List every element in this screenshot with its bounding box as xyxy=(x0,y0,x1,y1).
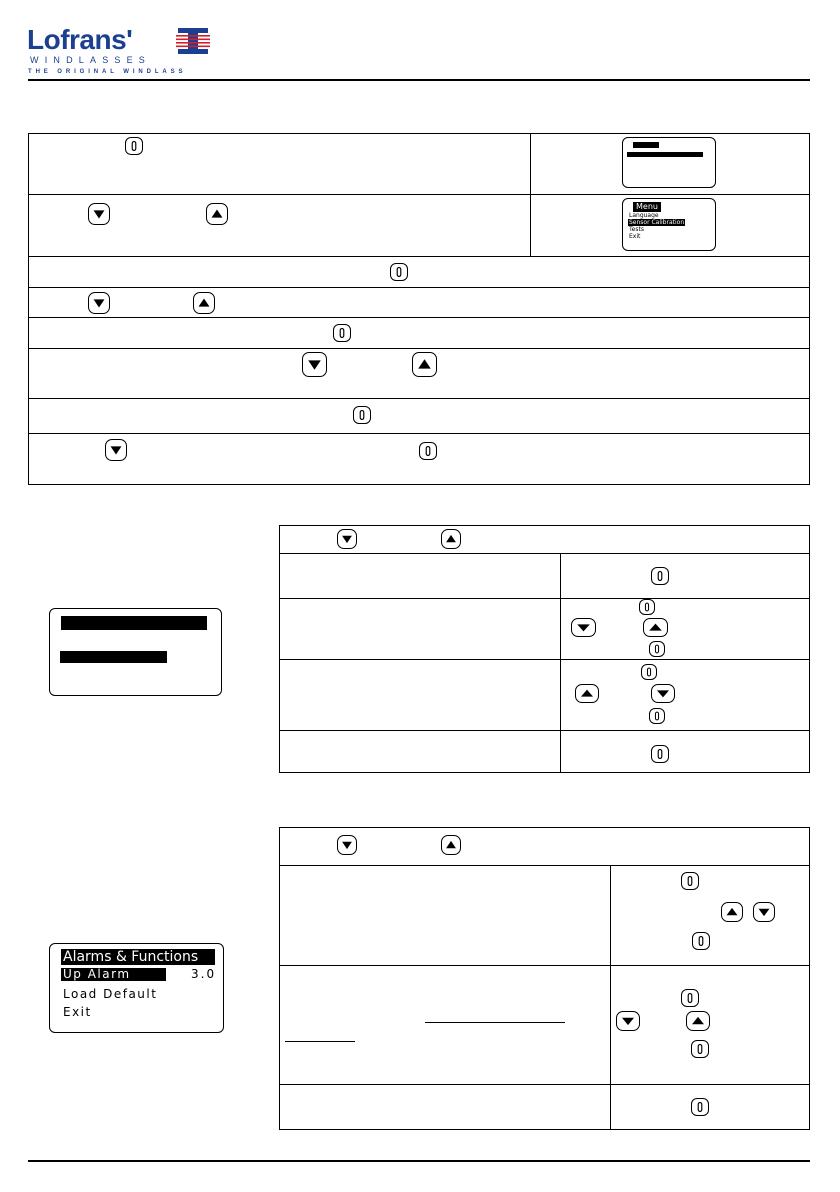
lcd-alarms-row2: Load Default xyxy=(63,987,158,1001)
lcd-alarms-row1-label: Up Alarm xyxy=(61,968,166,981)
column-divider xyxy=(530,133,531,256)
text-underline xyxy=(425,1022,565,1023)
lcd-menu-item: Language xyxy=(629,212,659,219)
column-divider xyxy=(610,865,611,1130)
up-button xyxy=(441,835,461,855)
enter-button xyxy=(125,137,143,155)
up-button xyxy=(575,684,599,703)
text-underline xyxy=(285,1041,355,1042)
row-divider xyxy=(279,659,810,660)
row-divider xyxy=(28,348,810,349)
header-divider xyxy=(28,79,810,81)
lcd-sensor-calibration xyxy=(49,608,222,696)
row-divider xyxy=(279,965,810,966)
brand-name: Lofrans' xyxy=(27,24,133,55)
enter-button xyxy=(692,932,710,950)
row-divider xyxy=(279,865,810,866)
down-button xyxy=(337,835,357,855)
row-divider xyxy=(28,287,810,288)
enter-button xyxy=(651,567,669,585)
lcd-alarms-row3: Exit xyxy=(63,1005,92,1019)
brand-sub: WINDLASSES xyxy=(30,55,152,65)
row-divider xyxy=(28,317,810,318)
up-button xyxy=(643,618,668,637)
down-button xyxy=(753,902,775,922)
up-button xyxy=(193,292,215,314)
enter-button xyxy=(651,745,669,763)
row-divider xyxy=(279,730,810,731)
lcd-alarms-title: Alarms & Functions xyxy=(61,949,215,965)
down-button xyxy=(651,684,675,703)
row-divider xyxy=(28,433,810,434)
enter-button xyxy=(390,263,408,281)
down-button xyxy=(88,292,110,314)
lcd-highlight-bar xyxy=(60,651,167,663)
lcd-highlight-bar xyxy=(61,616,207,630)
lcd-alarms-row1-value: 3.0 xyxy=(191,967,217,981)
row-divider xyxy=(28,398,810,399)
lcd-menu-item: Tests xyxy=(629,226,644,233)
enter-button xyxy=(649,708,665,724)
enter-button xyxy=(681,872,699,890)
enter-button xyxy=(681,989,699,1007)
lcd-menu-title: Menu xyxy=(633,202,661,212)
enter-button xyxy=(691,1098,709,1116)
lcd-menu-item: Exit xyxy=(629,233,641,240)
lcd-mini-blank xyxy=(622,137,716,188)
enter-button xyxy=(641,664,657,680)
enter-button xyxy=(691,1040,709,1058)
down-button xyxy=(337,529,357,549)
down-button xyxy=(302,352,327,377)
column-divider xyxy=(560,553,561,773)
down-button xyxy=(571,618,596,637)
enter-button xyxy=(333,324,351,342)
enter-button xyxy=(639,599,655,615)
enter-button xyxy=(419,442,437,460)
enter-button xyxy=(353,406,371,424)
row-divider xyxy=(279,598,810,599)
row-divider xyxy=(279,1084,810,1085)
down-button xyxy=(105,439,127,461)
brand-tagline: THE ORIGINAL WINDLASS xyxy=(28,69,187,75)
up-button xyxy=(721,902,743,922)
up-button xyxy=(412,352,437,377)
row-divider xyxy=(28,194,810,195)
up-button xyxy=(206,203,228,225)
row-divider xyxy=(279,553,810,554)
table-2-frame xyxy=(279,525,810,773)
down-button xyxy=(88,203,110,225)
row-divider xyxy=(28,256,810,257)
lcd-alarms-functions xyxy=(49,943,224,1033)
windlass-logo-icon xyxy=(176,28,210,54)
lcd-menu-item-selected: Sensor Calibration xyxy=(629,219,685,226)
up-button xyxy=(686,1011,710,1031)
footer-divider xyxy=(28,1160,810,1162)
enter-button xyxy=(649,641,665,657)
lcd-mini-menu xyxy=(622,198,716,251)
down-button xyxy=(616,1011,640,1031)
up-button xyxy=(441,529,461,549)
